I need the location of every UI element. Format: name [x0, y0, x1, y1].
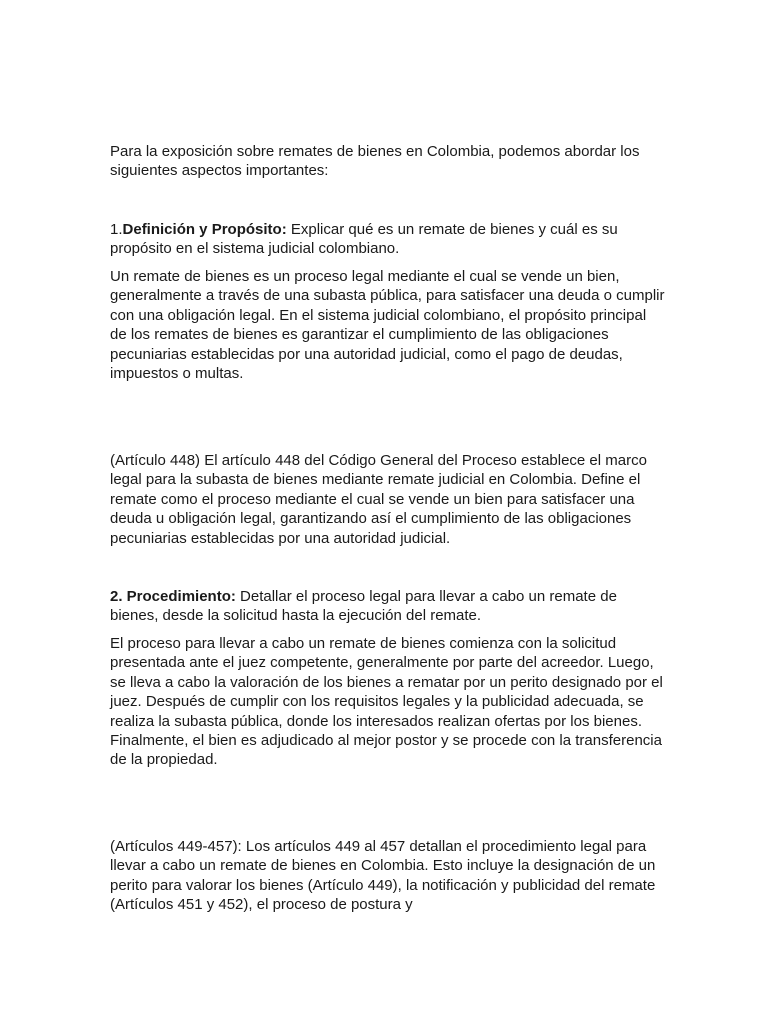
section-2-summary: Detallar el proceso legal para llevar a cabo un remate de bienes, desde la solicitud hasta la ejecución del remate. — [110, 588, 617, 625]
section-1-body: Un remate de bienes es un proceso legal mediante el cual se vende un bien, generalmente a través de una subasta pública, para satisfacer una deuda o cumplir con una obligación legal. En el sistema judicial colombiano, el propósito principal de los remates de bienes es garantizar el cumplimiento de las obligaciones pecuniarias establecidas por una autoridad judicial, como el pago de deudas, impuestos o multas. — [110, 268, 665, 383]
section-1-article: (Artículo 448) El artículo 448 del Código General del Proceso establece el marco legal para la subasta de bienes mediante remate judicial en Colombia. Define el remate como el proceso mediante el cual se vende un bien para satisfacer una deuda u obligación legal, garantizando así el cumplimiento de las obligaciones pecuniarias establecidas por una autoridad judicial. — [110, 452, 647, 547]
section-2-heading-paragraph — [110, 587, 666, 626]
section-1-heading-paragraph — [110, 220, 666, 259]
section-2-heading: 2. Procedimiento: — [110, 588, 236, 605]
section-1-number: 1. — [110, 221, 123, 238]
intro-paragraph: Para la exposición sobre remates de bienes en Colombia, podemos abordar los siguientes aspectos importantes: — [110, 143, 640, 180]
section-2-article: (Artículos 449-457): Los artículos 449 al 457 detallan el procedimiento legal para llevar a cabo un remate de bienes en Colombia. Esto incluye la designación de un perito para valorar los bienes (Artículo 449), la notificación y publicidad del remate (Artículos 451 y 452), el proceso de postura y — [110, 838, 656, 914]
section-1-heading: Definición y Propósito: — [122, 221, 287, 238]
section-2-body: El proceso para llevar a cabo un remate de bienes comienza con la solicitud presentada ante el juez competente, generalmente por parte del acreedor. Luego, se lleva a cabo la valoración de los bienes a rematar por un perito designado por el juez. Después de cumplir con los requisitos legales y la publicidad adecuada, se realiza la subasta pública, donde los interesados realizan ofertas por los bienes. Finalmente, el bien es adjudicado al mejor postor y se procede con la transferencia de la propiedad. — [110, 635, 663, 769]
section-1-summary: Explicar qué es un remate de bienes y cuál es su propósito en el sistema judicial colombiano. — [110, 221, 618, 258]
